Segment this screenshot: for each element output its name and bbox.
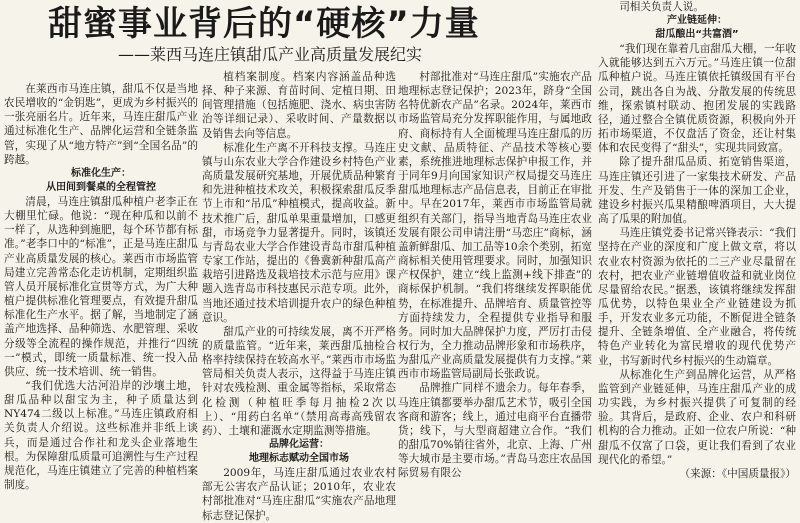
paragraph: 马连庄镇党委书记常兴锋表示：“我们坚持在产业的深度和广度上做文章，将以农业农村资源为依托的二三产业尽量留在农村，把农业产业链增值收益和就业岗位尽量留给农民。”据悉，该镇将继续发挥甜瓜优势，以特色果业全产业链建设为抓手，开发农业多元功能，不断促进全链条提升、全链条增值、全产业融合，将传统特色产业转化为富民增收的现代优势产业，书写新时代乡村振兴的生动篇章。 (598, 227, 796, 367)
paragraph: 品牌推广同样不遗余力。每年春季，马连庄镇都要举办甜瓜艺术节，吸引全国客商和游客；线上，通过电商平台直播带货；线下，与大型商超建立合作。“我们的甜瓜70%销往省外，北京、上海、广州等大城市是主要市场。”青岛马恋庄农品国际贸易有限公 (398, 382, 592, 480)
article-title: 甜蜜事业背后的“硬核”力量 (48, 4, 480, 44)
article-column-4 (598, 0, 796, 501)
paragraph: 甜瓜产业的可持续发展，离不开严格的质量监管。“近年来，莱西甜瓜抽检合格率持续保持在较高水平。”莱西市市场监管局相关负责人表示，这得益于马连庄镇针对农残检测、重金属等指标，采取常态化检测（种植旺季每月抽检2次以上）、“用药白名单”（禁用高毒高残留农药）、土壤和灌溉水定期监测等措施。 (202, 325, 396, 437)
paragraph: 2009年，马连庄甜瓜通过农业农村部无公害农产品认证；2010年，农业农村部批准对“马连庄甜瓜”实施农产品地理标志登记保护。 (202, 467, 396, 522)
section-heading: 标准化生产： (71, 167, 131, 179)
paragraph: 清晨，马连庄镇甜瓜种植户老李正在大棚里忙碌。他说：“现在种瓜和以前不一样了，从选种到施肥，每个环节都有标准。”老李口中的“标准”，正是马连庄甜瓜产业高质量发展的核心。莱西市市场监管局建立完善常态化走访机制，定期组织监管人员开展标准化宣贯等方式，为广大种植户提供标准化管理要点，有效提升甜瓜标准化生产水平。据了解，当地制定了涵盖产地选择、品种筛选、水肥管理、采收分级等全流程的操作规范，并推行“四统一”模式，即统一质量标准、统一投入品供应、统一技术培训、统一销售。 (4, 195, 198, 378)
article-source: （来源：《中国质量报》） (679, 467, 796, 480)
paragraph: 从标准化生产到品牌化运营，从严格监管到产业链延伸，马连庄甜瓜产业的成功实践，为乡村振兴提供了可复制的经验。其背后，是政府、企业、农户和科研机构的合力推动。正如一位农户所说：“种甜瓜不仅富了口袋，更让我们看到了农业现代化的希望。” (598, 368, 796, 466)
section-heading: 甜瓜酿出“共富酒” (655, 29, 739, 41)
paragraph: 村部批准对“马连庄甜瓜”实施农产品地理标志登记保护；2023年，跻身“全国名特优新农产品”名录。2024年，莱西市市场监管局充分发挥职能作用，与属地政府、商标持有人全面梳理马连庄甜瓜的历史文献、品质特征、产品技术等核心要素，系统推进地理标志保护申报工作，并于同年9月向国家知识产权局提交马连庄甜瓜地理标志产品信息表，目前正在审批中。早在2017年，莱西市市场监管局就组织有关部门，指导当地青岛马连庄农业发展有限公司申请注册“马恋庄”商标，涵盖新鲜甜瓜、加工品等10余个类别，拓宽商标相关使用管理要求。同时，加强知识产权保护，建立“线上监测+线下排查”的商标保护机制。“我们将继续发挥职能优势，在标准提升、品牌培育、质量管控等方面持续发力，全程提供专业指导和服务。同时加大品牌保护力度，严厉打击侵权行为，全力推动品牌形象和市场秩序，为甜瓜产业高质量发展提供有力支撑。”莱西市市场监管局副局长张政说。 (398, 71, 592, 381)
paragraph: 植档案制度。档案内容涵盖品种选择、种子来源、育苗时间、定植日期、田间管理措施（包括施肥、浇水、病虫害防治等详细记录）、采收时间、产量数据以及销售去向等信息。 (202, 71, 396, 140)
paragraph: “我们现在靠着几亩甜瓜大棚，一年收入就能够达到五六万元。”马连庄镇一位甜瓜种植户说。马连庄镇依托镇级国有平台公司，跳出各自为战、分散发展的传统思维，探索镇村联动、抱团发展的实践路径，通过整合全镇优质资源，积极向外开拓市场渠道，不仅盘活了资金，还让村集体和农民变得了“甜头”，实现共同致富。 (598, 43, 796, 155)
paragraph: 司相关负责人说。 (619, 1, 704, 13)
paragraph: 除了提升甜瓜品质、拓宽销售渠道，马连庄镇还引进了一家集技术研发、产品开发、生产及销售于一体的深加工企业，建设乡村振兴瓜果精酿啤酒项目，大大提高了瓜果的附加值。 (598, 156, 796, 226)
section-heading: 从田间到餐桌的全程管控 (46, 181, 156, 193)
article-column-3 (398, 70, 592, 501)
paragraph: 在莱西市马连庄镇，甜瓜不仅是当地农民增收的“金钥匙”，更成为乡村振兴的一张亮丽名片。近年来，马连庄甜瓜产业通过标准化生产、品牌化运营和全链条监管，实现了从“地方特产”到“全国名品”的跨越。 (4, 83, 198, 166)
article-column-1 (4, 82, 198, 501)
section-heading: 产业链延伸： (667, 15, 727, 27)
section-heading: 品牌化运营： (269, 439, 329, 451)
article-subtitle: ——莱西马连庄镇甜瓜产业高质量发展纪实 (118, 45, 423, 64)
paragraph: 标准化生产离不开科技支撑。马连庄镇与山东农业大学合作建设乡村特色产业高质量发展研究基地，开展优质品种繁育和先进种植技术攻关，积极探索甜瓜反季节上市和“吊瓜”种植模式，提高收益。新技术推广后，甜瓜单果重量增加，口感更甜，市场竞争力显著提升。同时，该镇还与青岛农业大学合作建设青岛市甜瓜种植专家工作站，提出的《鲁冀新种甜瓜高产栽培引进路选及栽培技术示范与应用》课题入选青岛市科技惠民示范专项。此外，当地还通过技术培训提升农户的绿色种植意识。 (202, 141, 396, 324)
paragraph: “我们优选大沽河沿岸的沙壤土地，甜瓜品种以甜宝为主，种子质量达到NY474二级以上标准。”马连庄镇政府相关负责人介绍说。这些标准并非纸上谈兵，而是通过合作社和龙头企业落地生根。为保障甜瓜质量可追溯性与生产过程规范化，马连庄镇建立了完善的种植档案制度。 (4, 379, 198, 492)
article-column-2 (202, 70, 396, 522)
section-heading: 地理标志赋动全国市场 (249, 453, 349, 465)
